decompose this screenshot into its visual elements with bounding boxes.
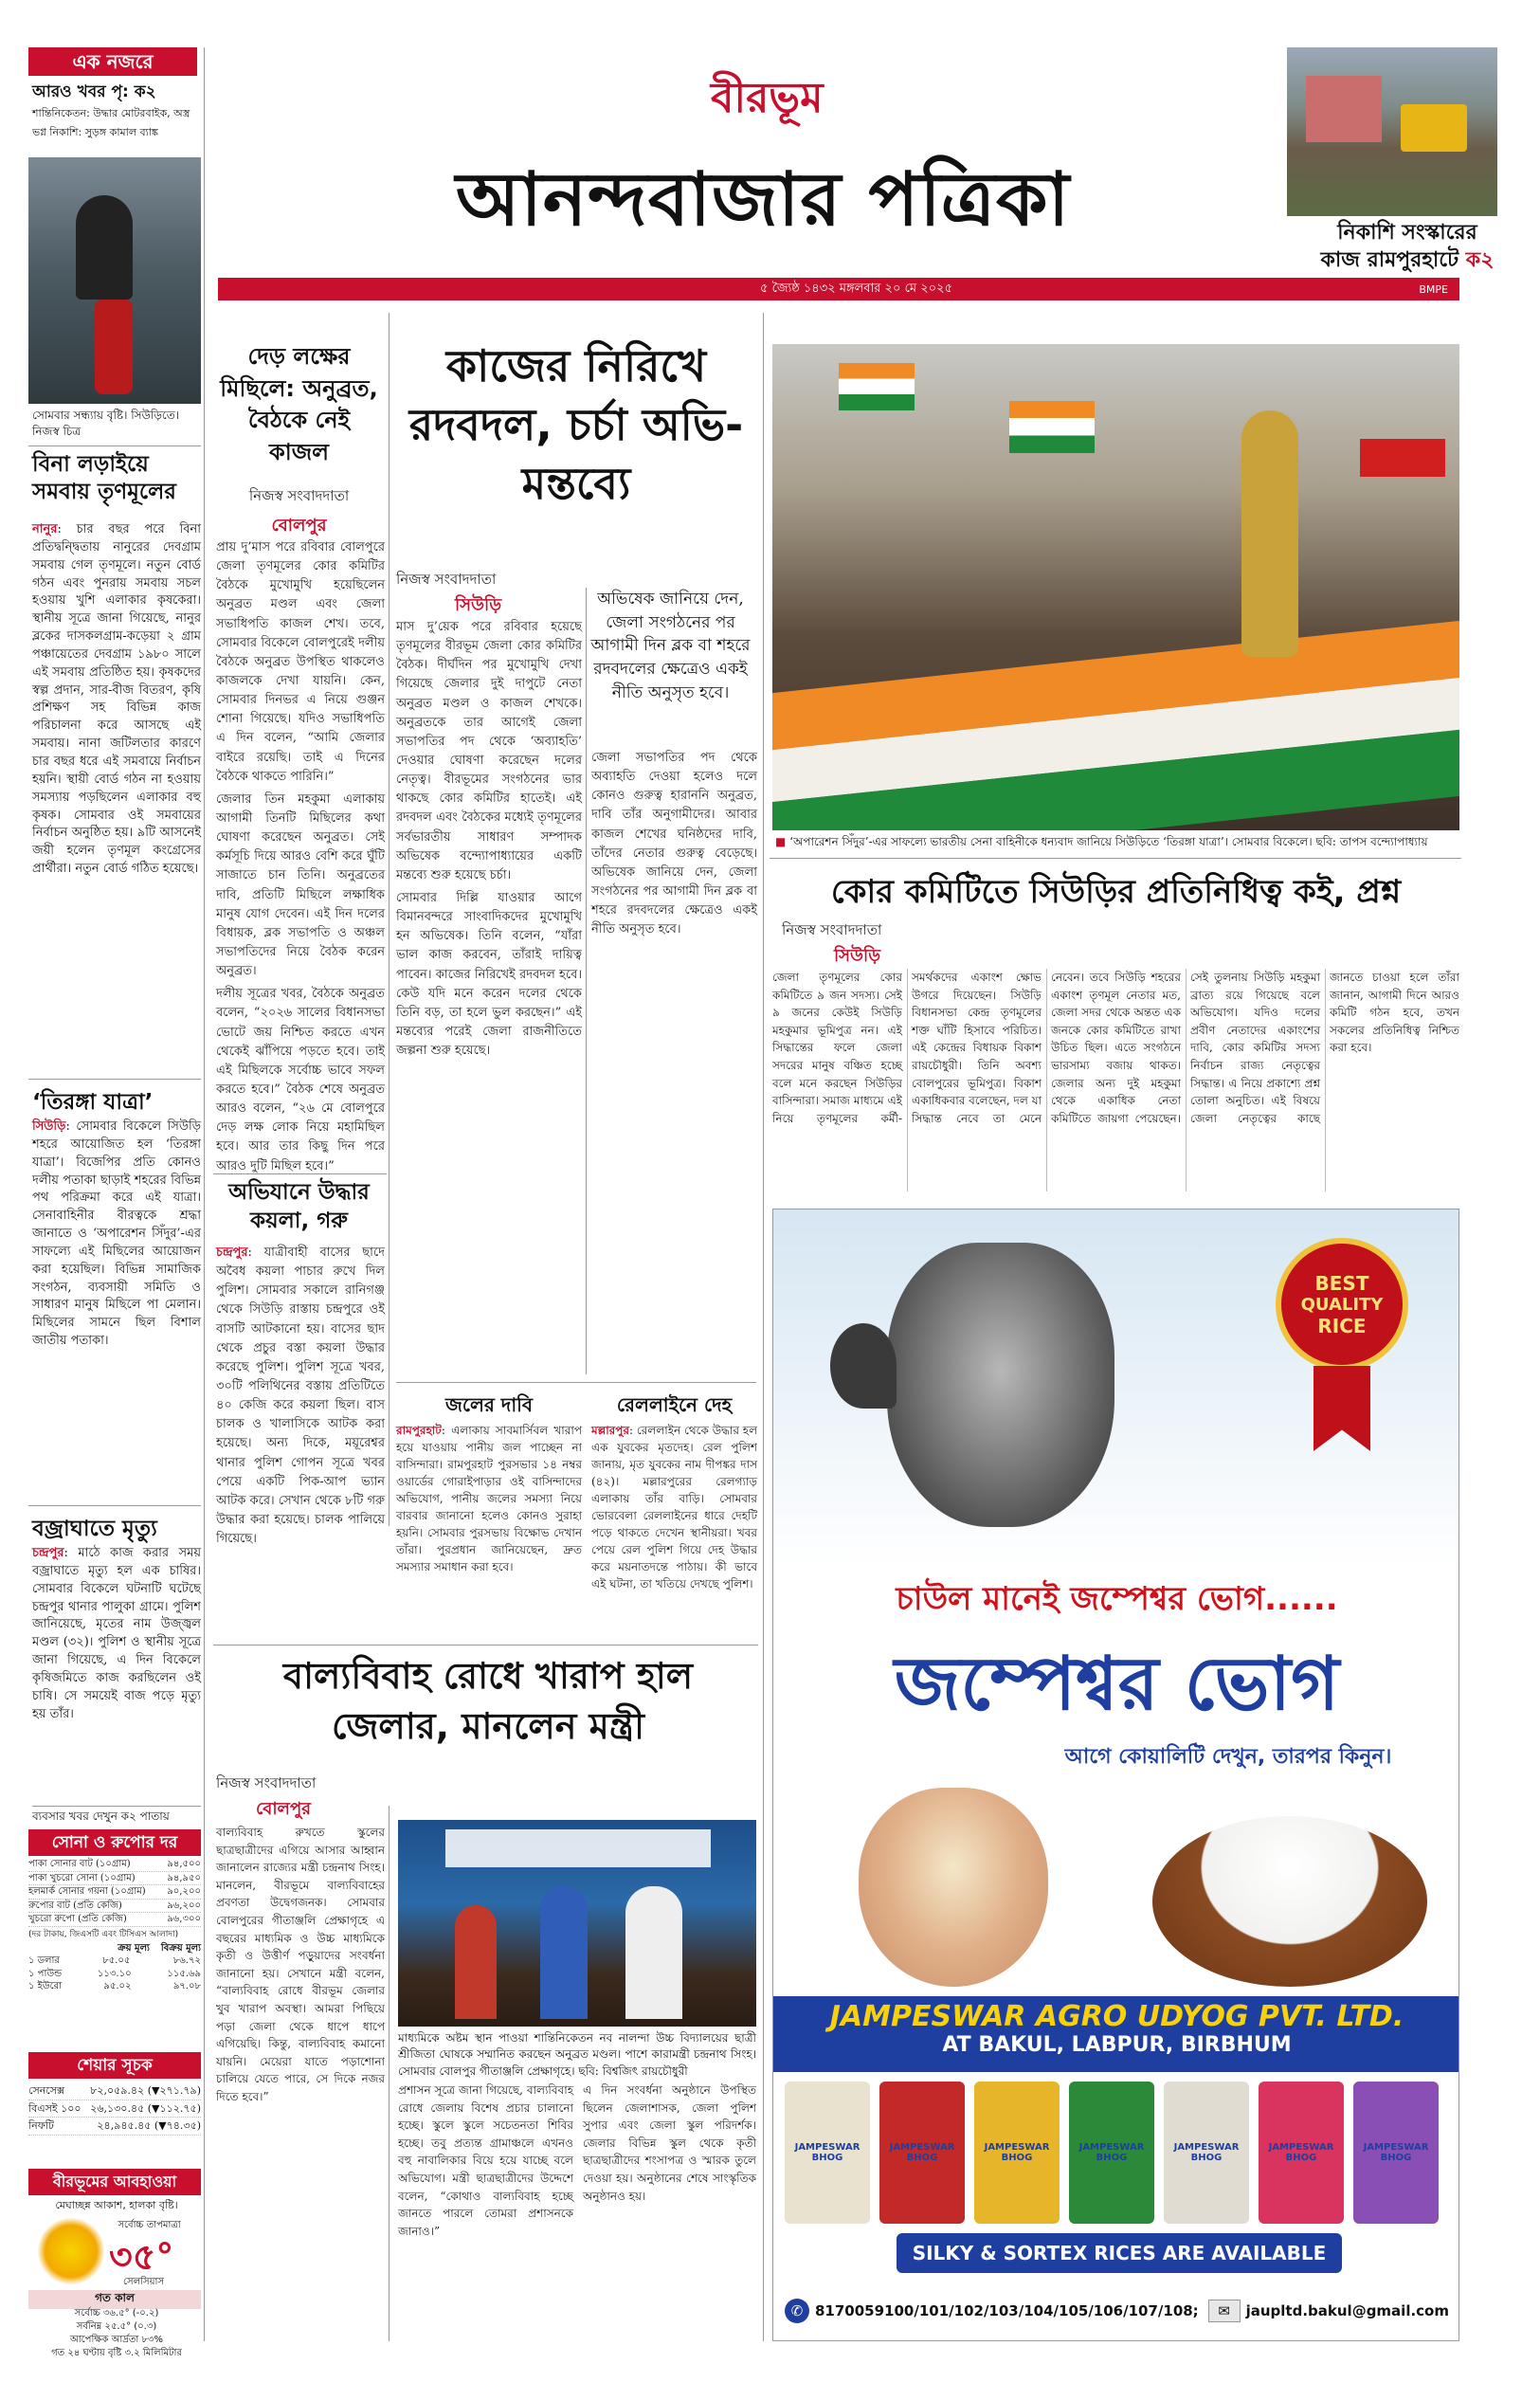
rally-photo-caption bbox=[775, 834, 1462, 850]
child-body-col1 bbox=[216, 1824, 385, 2106]
fx-rate: ৯৫.০২ bbox=[103, 1981, 132, 1992]
gold-price: ৯৪,৯৫০ bbox=[167, 1872, 201, 1883]
child-place: বোলপুর bbox=[256, 1799, 312, 1819]
drain-repair-photo bbox=[1287, 47, 1497, 216]
child-marriage-headline: বাল্যবিবাহ রোধে খারাপ হাল জেলার, মানলেন মন্ত্রী bbox=[282, 1655, 694, 1748]
bike-shape bbox=[95, 300, 133, 394]
gold-item: রুপোর বাট (প্রতি কেজি) bbox=[28, 1900, 122, 1911]
shiva-face bbox=[887, 1243, 1114, 1527]
rail-headline: রেললাইনে দেহ bbox=[616, 1393, 733, 1416]
tiranga-headline: ‘তিরঙ্গা যাত্রা’ bbox=[32, 1090, 154, 1115]
email-address: jaupltd.bakul@gmail.com bbox=[1245, 2302, 1449, 2319]
index-value: ২৪,৯৪৫.৪৫ (▼৭৪.৩৫) bbox=[97, 2119, 201, 2133]
company-address: AT BAKUL, LABPUR, BIRBHUM bbox=[942, 2033, 1292, 2057]
gold-item: পাকা সোনার বাট (১০গ্রাম) bbox=[28, 1859, 131, 1869]
story-body: মাঠে কাজ করার সময় বজ্রাঘাতে মৃত্যু হল এক চাষির। সোমবার বিকেলে ঘটনাটি ঘটেছে চন্দ্রপুর থানার পালুকা গ্রামে। পুলিশ জানিয়েছে, মৃতের নাম উজ্জ্বল মণ্ডল (৩২)। পুলিশ ও স্থানীয় সূত্রে জানা গিয়েছে, এ দিন বিকেলে কৃষিজমিতে কাজ করছিলেন ওই চাষি। সে সময়েই বাজ পড়ে মৃত্যু হয় তাঁর। bbox=[32, 1546, 202, 1721]
fx-buy-col: ক্রয় মূল্য bbox=[118, 1942, 150, 1954]
ad-tagline: চাউল মানেই জম্পেশ্বর ভোগ...... bbox=[896, 1580, 1338, 1618]
story-place: নানুর bbox=[32, 522, 58, 536]
gold-price: ৯০,২০০ bbox=[167, 1886, 201, 1897]
snake-icon bbox=[830, 1323, 897, 1409]
temp-unit: সেলসিয়াস bbox=[123, 2277, 164, 2287]
felicitation-caption: মাধ্যমিকে অষ্টম স্থান পাওয়া শান্তিনিকেতন নব নালন্দা উচ্চ বিদ্যালয়ের ছাত্রী শ্রীজিতা ঘোষকে সম্মানিত করছেন অনুব্রত মণ্ডল। পাশে কারামন্ত্রী চন্দ্রনাথ সিংহ। সোমবার বোলপুর গীতাঞ্জলি প্রেক্ষাগৃহে। ছবি: বিশ্বজিৎ রায়চৌধুরী bbox=[398, 2031, 756, 2078]
glance-item-2: ভগ্ন নিকাশি: সুড়ঙ্গ কামাল ব্যাঙ্ক bbox=[32, 126, 158, 138]
story-body: সোমবার বিকেলে সিউড়ি শহরে আয়োজিত হল ‘তিরঙ্গা যাত্রা’। বিজেপির প্রতি কোনও দলীয় পতাকা ছাড়াই শহরের বিভিন্ন পথ পরিক্রমা করে এই যাত্রা। সেনাবাহিনীর বীরত্বকে শ্রদ্ধা জানাতে ও ‘অপারেশন সিঁদুর’-এর সাফল্যে এই মিছিলের আয়োজন করা হয়েছিল। বিভিন্ন সামাজিক সংগঠন, ব্যবসায়ী সমিতি ও সাধারণ মানুষ মিছিলে পা মেলান। মিছিলের সামনে ছিল বিশাল জাতীয় পতাকা। bbox=[32, 1119, 202, 1349]
gold-item: হলমার্ক সোনার গয়না (১০গ্রাম) bbox=[28, 1886, 146, 1897]
story-place: চন্দ্রপুর bbox=[32, 1546, 64, 1560]
rain-photo bbox=[28, 157, 201, 404]
phone-numbers: 8170059100/101/102/103/104/105/106/107/108; bbox=[815, 2302, 1199, 2319]
fx-rate: ৮৬.৭২ bbox=[172, 1955, 201, 1967]
badge-line2: QUALITY bbox=[1300, 1294, 1384, 1315]
badge-line1: BEST bbox=[1314, 1271, 1369, 1295]
story-body: রেললাইন থেকে উদ্ধার হল এক যুবকের মৃতদেহ। রেল পুলিশ জানায়, মৃত যুবকের নাম দীপঙ্কর দাস (৪২)। মল্লারপুরের রেলগ্যাড় এলাকায় তাঁর বাড়ি। সোমবার ভোরবেলা রেললাইনের ধারে দেহটি পড়ে থাকতে দেখেন স্থানীয়রা। খবর পেয়ে রেল পুলিশ গিয়ে দেহ উদ্ধার করে ময়নাতদন্তে পাঠায়। কী ভাবে এই ঘটনা, তা খতিয়ে দেখছে পুলিশ। bbox=[591, 1424, 758, 1591]
gold-row bbox=[28, 1913, 201, 1927]
rice-bag: JAMPESWAR BHOG bbox=[1164, 2082, 1249, 2224]
tiranga-rally-photo bbox=[772, 344, 1459, 830]
person-shape bbox=[455, 1905, 497, 2019]
cooperative-headline: বিনা লড়াইয়ে সমবায় তৃণমূলের bbox=[32, 452, 176, 504]
banner-shape bbox=[445, 1829, 711, 1867]
person-shape bbox=[540, 1886, 588, 2019]
gold-table bbox=[28, 1858, 201, 1993]
core-byline: নিজস্ব সংবাদদাতা bbox=[396, 571, 497, 588]
fx-row bbox=[28, 1955, 201, 1968]
weather-reading: সর্বনিম্ন ২৫.৫° (০.৩) bbox=[76, 2321, 157, 2332]
paragraph: জেলার তিন মহকুমা এলাকায় আগামী তিনটি মিছিলের কথা ঘোষণা করেছেন অনুব্রত। সেই কর্মসূচি দিয়ে আরও বেশি করে ঘুঁটি সাজাতে চান তিনি। অনুব্রতের দাবি, প্রতিটি মিছিলে লক্ষাধিক মানুষ যোগ দেবেন। এই দিন দলের বিধায়ক, ব্লক সভাপতি ও অঞ্চল সভাপতিদের নিয়ে বৈঠক করেন অনুব্রত। bbox=[216, 791, 385, 979]
business-note: ব্যবসার খবর দেখুন ক২ পাতায় bbox=[32, 1806, 201, 1830]
gold-rows bbox=[28, 1858, 201, 1927]
index-name: বিএসই ১০০ bbox=[28, 2101, 82, 2115]
anubrata-headline: দেড় লক্ষের মিছিলে: অনুব্রত, বৈঠকে নেই কাজল bbox=[220, 343, 378, 465]
small-flag bbox=[839, 363, 915, 410]
rider-shape bbox=[76, 195, 133, 300]
glance-item-1: শান্তিনিকেতন: উদ্ধার মোটরবাইক, অস্ত্র bbox=[32, 107, 190, 119]
fx-currency: ১ পাউন্ড bbox=[28, 1968, 63, 1979]
caption-square-icon: ■ bbox=[775, 835, 787, 848]
company-name: JAMPESWAR AGRO UDYOG PVT. LTD. bbox=[829, 2000, 1404, 2033]
story-place: চন্দ্রপুর bbox=[216, 1246, 248, 1260]
quality-badge bbox=[1276, 1238, 1408, 1371]
shop-sign bbox=[1360, 439, 1445, 477]
paragraph: বাল্যবিবাহ রুখতে স্কুলের ছাত্রছাত্রীদের এগিয়ে আসার আহ্বান জানালেন রাজ্যের মন্ত্রী চন্দ্রনাথ সিংহ। মানলেন, বীরভূমে বাল্যবিবাহের প্রবণতা উদ্বেগজনক। সোমবার বোলপুরের গীতাঞ্জলি প্রেক্ষাগৃহে এ বছরের মাধ্যমিক ও উচ্চ মাধ্যমিকে কৃতী ও উত্তীর্ণ পড়ুয়াদের সংবর্ধনা জানানো হয়। সেখানে মন্ত্রী বলেন, “বাল্যবিবাহ রোধে বীরভূম জেলার খুব খারাপ অবস্থা। আমরা পিছিয়ে পড়া জেলা থেকে ধাপে ধাপে এগিয়েছি। কিন্তু, বাল্যবিবাহ কমানো যায়নি। মেয়েরা যাতে পড়াশোনা চালিয়ে যেতে পারে, সে দিকে নজর দিতে হবে।” bbox=[216, 1826, 385, 2103]
gold-row bbox=[28, 1858, 201, 1872]
gold-price: ৯৬,২০০ bbox=[167, 1900, 201, 1911]
felicitation-photo bbox=[398, 1820, 756, 2027]
lightning-story: চন্দ্রপুর: মাঠে কাজ করার সময় বজ্রাঘাতে মৃত্যু হল এক চাষির। সোমবার বিকেলে ঘটনাটি ঘটেছে চন্দ্রপুর থানার পালুকা গ্রামে। পুলিশ জানিয়েছে, মৃতের নাম উজ্জ্বল মণ্ডল (৩২)। পুলিশ ও স্থানীয় সূত্রে জানা গিয়েছে, এ দিন বিকেলে কৃষিজমিতে কাজ করছিলেন ওই চাষি। সে সময়েই বাজ পড়ে মৃত্যু হয় তাঁর। bbox=[32, 1546, 202, 1721]
rice-bowl-icon bbox=[1152, 1816, 1427, 1987]
max-temp: ৩৫° bbox=[109, 2236, 174, 2278]
paragraph: দলীয় সূত্রের খবর, বৈঠকে অনুব্রত বলেন, “২০২৬ সালের বিধানসভা ভোটে জয় নিশ্চিত করতে এখন থেকেই ঝাঁপিয়ে পড়তে হবে। তাই এই মিছিলকে সর্বোচ্চ ভাবে সফল করতে হবে।” বৈঠক শেষে অনুব্রত আরও বলেন, “২৬ মে বোলপুরে দেড় লক্ষ লোক নিয়ে মহামিছিল হবে। আর তার কিছু দিন পরে আরও দুটি মিছিল হবে।” bbox=[216, 987, 385, 1173]
building-shape bbox=[1306, 76, 1382, 142]
rice-advert bbox=[772, 1209, 1459, 2341]
paragraph: প্রায় দু’মাস পরে রবিবার বোলপুরে জেলা তৃণমূলের কোর কমিটির বৈঠকে মুখোমুখি হয়েছিলেন অনুব্রত মণ্ডল এবং জেলা সভাধিপতি কাজল শেখ। তবে, সোমবার বিকেলে বোলপুরেই দলীয় বৈঠকে অনুব্রত উপস্থিত থাকলেও কাজলকে দেখা যায়নি। কেন, সোমবার দিনভর এ নিয়ে গুঞ্জন শোনা গিয়েছে। যদিও সভাধিপতি এ দিন বলেন, “আমি জেলার বাইরে রয়েছি। তাই এ দিনের বৈঠকে থাকতে পারিনি।” bbox=[216, 540, 385, 784]
sun-icon bbox=[38, 2218, 104, 2284]
rice-bag: JAMPESWAR BHOG bbox=[1353, 2082, 1439, 2224]
siuri-body: জেলা তৃণমূলের কোর কমিটিতে ৯ জন সদস্য। সেই ৯ জনের কেউই সিউড়ি মহকুমার ভূমিপুত্র নন। এই সিদ্ধান্তের ফলে জেলা সদরের মানুষ বঞ্চিত হচ্ছে বলে মনে করছেন সিউড়ির বাসিন্দারা। সমাজ মাধ্যমে এই নিয়ে তৃণমূলের কর্মী-সমর্থকদের একাংশ ক্ষোভ উগরে দিয়েছেন। সিউড়ি বিধানসভা কেন্দ্র তৃণমূলের শক্ত ঘাঁটি হিসাবে পরিচিত। এই কেন্দ্রের বিধায়ক বিকাশ রায়চৌধুরী। তিনি অবশ্য বোলপুরের ভূমিপুত্র। বিকাশ একাধিকবার বলেছেন, দল যা সিদ্ধান্ত নেবে তা মেনে নেবেন। তবে সিউড়ি শহরের একাংশ তৃণমূল নেতার মত, জেলা সদর থেকে অন্তত এক জনকে কোর কমিটিতে রাখা উচিত ছিল। এতে সংগঠনে ভারসাম্য বজায় থাকত। জেলার অন্য দুই মহকুমা থেকে একাধিক নেতা কমিটিতে জায়গা পেয়েছেন। সেই তুলনায় সিউড়ি মহকুমা ব্রাত্য রয়ে গিয়েছে বলে অভিযোগ। যদিও দলের প্রবীণ নেতাদের একাংশের দাবি, কোর কমিটির সদস্য নির্বাচন রাজ্য নেতৃত্বের সিদ্ধান্ত। এ নিয়ে প্রকাশ্যে প্রশ্ন তোলা অনুচিত। এই বিষয়ে জেলা নেতৃত্বের কাছে জানতে চাওয়া হলে তাঁরা জানান, আগামী দিনে আরও কমিটি গঠন হবে, তখন সকলের প্রতিনিধিত্ব নিশ্চিত করা হবে। bbox=[772, 971, 1459, 1125]
dateline-bar bbox=[218, 278, 1459, 300]
gold-row bbox=[28, 1885, 201, 1900]
lightning-headline: বজ্রাঘাতে মৃত্যু bbox=[32, 1517, 157, 1541]
index-value: ৮২,০৫৯.৪২ (▼২৭১.৭৯) bbox=[90, 2084, 201, 2097]
story-place: রামপুরহাট bbox=[396, 1424, 442, 1437]
drain-repair-caption bbox=[1313, 220, 1502, 274]
rice-bag: JAMPESWAR BHOG bbox=[1069, 2082, 1154, 2224]
core-place: সিউড়ি bbox=[455, 595, 502, 615]
page-ref: ক২ bbox=[1465, 247, 1495, 272]
gold-row bbox=[28, 1900, 201, 1914]
share-row bbox=[28, 2118, 201, 2136]
excavator-shape bbox=[1401, 104, 1467, 152]
share-table bbox=[28, 2082, 201, 2136]
fx-rate: ১১৫.৬৯ bbox=[167, 1968, 201, 1979]
core-headline: কাজের নিরিখে রদবদল, চর্চা অভি-মন্তব্যে bbox=[408, 340, 744, 510]
fx-currency: ১ ডলার bbox=[28, 1955, 60, 1967]
max-temp-label: সর্বোচ্চ তাপমাত্রা bbox=[118, 2220, 181, 2230]
glance-header: এক নজরে bbox=[28, 47, 197, 76]
paragraph: এ দিন সংবর্ধনা অনুষ্ঠানে উপস্থিত ছিলেন জেলাশাসক, জেলা পুলিশ সুপার এবং জেলা স্কুল পরিদর্শক। জেলার বিভিন্ন স্কুল থেকে কৃতী ছাত্রছাত্রীদের শংসাপত্র ও স্মারক তুলে দেওয়া হয়। অনুষ্ঠানের শেষে সাংস্কৃতিক অনুষ্ঠানও হয়। bbox=[583, 2083, 756, 2203]
masthead-title: আনন্দবাজার পত্রিকা bbox=[455, 156, 1071, 243]
anubrata-place: বোলপুর bbox=[271, 516, 327, 536]
weather-reading: সর্বোচ্চ ৩৬.৫° (-০.২) bbox=[74, 2308, 159, 2318]
weather-reading: আপেক্ষিক আর্দ্রতা ৮৩% bbox=[70, 2335, 163, 2345]
child-byline: নিজস্ব সংবাদদাতা bbox=[216, 1774, 317, 1791]
child-body-col3 bbox=[583, 2082, 756, 2205]
caption-line2: কাজ রামপুরহাটে ক২ bbox=[1320, 247, 1495, 272]
cooperative-story: নানুর: চার বছর পরে বিনা প্রতিদ্বন্দ্বিতায় নানুরের দেবগ্রাম সমবায় গেল তৃণমূলে। নতুন বোর্ড গঠন এবং পুনরায় সমবায় সচল হওয়ায় খুশি এলাকার কৃষকেরা। স্থানীয় সূত্রে জানা গিয়েছে, নানুর ব্লকের দাসকলগ্রাম-কড়েয়া ২ গ্রাম পঞ্চায়েতের দেবগ্রাম ১৯৮০ সালে এই সমবায় প্রতিষ্ঠিত হয়। কৃষকদের স্বল্প প্রদান, সার-বীজ বিতরণ, কৃষি প্রশিক্ষণ সহ বিভিন্ন কাজ পরিচালনা করে আসছে এই সমবায়। নানা জটিলতার কারণে চার বছর ধরে এই সমবায়ে নির্বাচন হয়নি। স্থায়ী বোর্ড গঠন না হওয়ায় সমস্যায় পড়ছিলেন এলাকার বহু কৃষক। সোমবার ওই সমবায়ের নির্বাচন অনুষ্ঠিত হয়। ৯টি আসনেই জয়ী হলেন তৃণমূল কংগ্রেসের প্রার্থীরা। নতুন বোর্ড গঠিত হয়েছে। bbox=[32, 522, 201, 877]
index-value: ২৬,১৩০.৪৫ (▼১১২.৭৫) bbox=[90, 2101, 201, 2115]
share-row bbox=[28, 2082, 201, 2100]
story-place: মল্লারপুর bbox=[591, 1424, 630, 1437]
coal-headline: অভিযানে উদ্ধার কয়লা, গরু bbox=[228, 1180, 370, 1233]
fx-sell-col: বিক্রয় মূল্য bbox=[160, 1942, 201, 1954]
siuri-place: সিউড়ি bbox=[834, 946, 881, 966]
water-body: রামপুরহাট: এলাকায় সাবমার্সিবল খারাপ হয়ে যাওয়ায় পানীয় জল পাচ্ছেন না বাসিন্দারা। রামপুরহাট পুরসভার ১৪ নম্বর ওয়ার্ডের গোরাইপাড়ার ওই বাসিন্দাদের অভিযোগ, পানীয় জলের সমস্যা নিয়ে বারবার জানানো হলেও কোনও সুরাহা হয়নি। সোমবার পুরসভায় বিক্ষোভ দেখান তাঁরা। পুরপ্রধান জানিয়েছেন, দ্রুত সমস্যার সমাধান করা হবে। bbox=[396, 1424, 583, 1573]
story-body: যাত্রীবাহী বাসের ছাদে অবৈধ কয়লা পাচার রুখে দিল পুলিশ। সোমবার সকালে রানিগঞ্জ থেকে সিউড়ি রাস্তায় চন্দ্রপুরে ওই বাসটি আটকানো হয়। বাসের ছাদ থেকে প্রচুর বস্তা কয়লা উদ্ধার করেছে পুলিশ। পুলিশ সূত্রে খবর, ৩০টি পলিথিনের বস্তায় প্রতিটিতে ৪০ কেজি করে কয়লা ছিল। বাস চালক ও খালাসিকে আটক করা হয়েছে। অন্য দিকে, ময়ূরেশ্বর থানার পুলিশ গোপন সূত্রে খবর পেয়ে একটি পিক-আপ ভ্যান আটক করে। সেখান থেকে ৮টি গরু উদ্ধার করা হয়েছে। চালক পালিয়ে গিয়েছে। bbox=[216, 1246, 385, 1547]
gold-price: ৯৪,৫০০ bbox=[167, 1859, 201, 1869]
weather-header: বীরভূমের আবহাওয়া bbox=[28, 2169, 201, 2195]
phone-icon: ✆ bbox=[785, 2299, 809, 2323]
contact-bar bbox=[773, 2282, 1459, 2339]
share-header: শেয়ার সূচক bbox=[28, 2052, 201, 2079]
anubrata-body bbox=[216, 538, 385, 1176]
issue-date: ৫ জ্যৈষ্ঠ ১৪৩২ মঙ্গলবার ২০ মে ২০২৫ bbox=[760, 281, 953, 296]
index-name: সেনসেক্স bbox=[28, 2084, 65, 2097]
gold-item: খুচরো রুপো (প্রতি কেজি) bbox=[28, 1914, 127, 1924]
paragraph: সোমবার দিল্লি যাওয়ার আগে বিমানবন্দরে সাংবাদিকদের মুখোমুখি হন অভিষেক। তিনি বলেন, “যাঁরা ভাল কাজ করবেন, তাঁরাই দায়িত্ব পাবেন। কাজের নিরিখেই রদবদল হবে। কেউ যদি মনে করেন দলের থেকে তিনি বড়, তা হলে ভুল করছেন।” এই মন্তব্যের পরেই জেলা রাজনীতিতে জল্পনা শুরু হয়েছে। bbox=[396, 890, 582, 1059]
water-headline: জলের দাবি bbox=[445, 1393, 533, 1416]
core-body-col2 bbox=[591, 749, 757, 939]
paragraph: প্রশাসন সূত্রে জানা গিয়েছে, বাল্যবিবাহ রোধে জেলায় বিশেষ প্রচার চালানো হচ্ছে। স্কুলে স্কুলে সচেতনতা শিবির হচ্ছে। তবু প্রত্যন্ত গ্রামাঞ্চলে এখনও বহু নাবালিকার বিয়ে হয়ে যাচ্ছে বলে অভিযোগ। মন্ত্রী ছাত্রছাত্রীদের উদ্দেশে বলেন, “কোথাও বাল্যবিবাহ হচ্ছে জানতে পারলে তোমরা প্রশাসনকে জানাও।” bbox=[398, 2083, 573, 2238]
fx-row bbox=[28, 1968, 201, 1981]
gold-price: ৯৬,৩০০ bbox=[167, 1914, 201, 1924]
gold-header: সোনা ও রুপোর দর bbox=[28, 1829, 201, 1856]
fx-header bbox=[28, 1942, 201, 1955]
rice-bag: JAMPESWAR BHOG bbox=[974, 2082, 1060, 2224]
core-body-col1 bbox=[396, 618, 582, 1061]
coal-body: চন্দ্রপুর: যাত্রীবাহী বাসের ছাদে অবৈধ কয়লা পাচার রুখে দিল পুলিশ। সোমবার সকালে রানিগঞ্জ থেকে সিউড়ি রাস্তায় চন্দ্রপুরে ওই বাসটি আটকানো হয়। বাসের ছাদ থেকে প্রচুর বস্তা কয়লা উদ্ধার করেছে পুলিশ। পুলিশ সূত্রে খবর, ৩০টি পলিথিনের বস্তায় প্রতিটিতে ৪০ কেজি করে কয়লা ছিল। বাস চালক ও খালাসিকে আটক করা হয়েছে। অন্য দিকে, ময়ূরেশ্বর থানার পুলিশ গোপন সূত্রে খবর পেয়ে একটি পিক-আপ ভ্যান আটক করে। সেখান থেকে ৮টি গরু উদ্ধার করা হয়েছে। চালক পালিয়ে গিয়েছে। bbox=[216, 1246, 385, 1547]
caption-line1: নিকাশি সংস্কারের bbox=[1337, 221, 1477, 245]
core-pullquote: অভিষেক জানিয়ে দেন, জেলা সংগঠনের পর আগামী দিন ব্লক বা শহরে রদবদলের ক্ষেত্রেও একই নীতি অনুসৃত হবে। bbox=[590, 590, 751, 702]
child-body-col2 bbox=[398, 2082, 573, 2240]
story-place: সিউড়ি bbox=[32, 1119, 66, 1134]
ad-ribbon: SILKY & SORTEX RICES ARE AVAILABLE HERE bbox=[897, 2233, 1342, 2273]
fx-rate: ১১৩.১০ bbox=[97, 1968, 132, 1979]
fx-row bbox=[28, 1980, 201, 1993]
story-body: এলাকায় সাবমার্সিবল খারাপ হয়ে যাওয়ায় পানীয় জল পাচ্ছেন না বাসিন্দারা। রামপুরহাট পুরসভার ১৪ নম্বর ওয়ার্ডের গোরাইপাড়ার ওই বাসিন্দাদের অভিযোগ, পানীয় জলের সমস্যা নিয়ে বারবার জানানো হলেও কোনও সুরাহা হয়নি। সোমবার পুরসভায় বিক্ষোভ দেখান তাঁরা। পুরপ্রধান জানিয়েছেন, দ্রুত সমস্যার সমাধান করা হবে। bbox=[396, 1424, 583, 1573]
anubrata-byline: নিজস্ব সংবাদদাতা bbox=[248, 487, 350, 504]
siuri-headline: কোর কমিটিতে সিউড়ির প্রতিনিধিত্ব কই, প্রশ্ন bbox=[830, 873, 1402, 911]
email-icon: ✉ bbox=[1208, 2300, 1241, 2322]
product-bags bbox=[785, 2082, 1448, 2224]
person-shape bbox=[625, 1886, 682, 2019]
fx-rate: ৮৫.০৫ bbox=[102, 1955, 131, 1967]
share-row bbox=[28, 2100, 201, 2118]
fx-currency: ১ ইউরো bbox=[28, 1981, 63, 1992]
rail-body: মল্লারপুর: রেললাইন থেকে উদ্ধার হল এক যুবকের মৃতদেহ। রেল পুলিশ জানায়, মৃত যুবকের নাম দীপঙ্কর দাস (৪২)। মল্লারপুরের রেলগ্যাড় এলাকায় তাঁর বাড়ি। সোমবার ভোরবেলা রেললাইনের ধারে দেহটি পড়ে থাকতে দেখেন স্থানীয়রা। খবর পেয়ে রেল পুলিশ গিয়ে দেহ উদ্ধার করে ময়নাতদন্তে পাঠায়। কী ভাবে এই ঘটনা, তা খতিয়ে দেখছে পুলিশ। bbox=[591, 1424, 758, 1591]
index-name: নিফটি bbox=[28, 2119, 54, 2133]
tiranga-story: সিউড়ি: সোমবার বিকেলে সিউড়ি শহরে আয়োজিত হল ‘তিরঙ্গা যাত্রা’। বিজেপির প্রতি কোনও দলীয় পতাকা ছাড়াই শহরের বিভিন্ন পথ পরিক্রমা করে এই যাত্রা। সেনাবাহিনীর বীরত্বকে শ্রদ্ধা জানাতে ও ‘অপারেশন সিঁদুর’-এর সাফল্যে এই মিছিলের আয়োজন করা হয়েছিল। বিভিন্ন সামাজিক সংগঠন, ব্যবসায়ী সমিতি ও সাধারণ মানুষ মিছিলে পা মেলান। মিছিলের সামনে ছিল বিশাল জাতীয় পতাকা। bbox=[32, 1119, 202, 1349]
rain-photo-caption: সোমবার সন্ধ্যায় বৃষ্টি। সিউড়িতে। নিজস্ব চিত্র bbox=[32, 409, 180, 439]
rice-bag: JAMPESWAR BHOG bbox=[785, 2082, 870, 2224]
gold-item: পাকা খুচরো সোনা (১০গ্রাম) bbox=[28, 1872, 136, 1883]
hands-rice-icon bbox=[859, 1788, 1048, 1987]
edition-code: BMPE bbox=[1419, 282, 1448, 296]
ad-brand: জম্পেশ্বর ভোগ bbox=[894, 1642, 1340, 1727]
paragraph: জেলা সভাপতির পদ থেকে অব্যাহতি দেওয়া হলেও দলে কোনও গুরুত্ব হারাননি অনুব্রত, দাবি তাঁর অনুগামীদের। আবার কাজল শেখের ঘনিষ্ঠদের দাবি, তাঁদের নেতার গুরুত্ব বেড়েছে। অভিষেক জানিয়ে দেন, জেলা সংগঠনের পর আগামী দিন ব্লক বা শহরে রদবদলের ক্ষেত্রেও একই নীতি অনুসৃত হবে। bbox=[591, 751, 757, 937]
badge-line3: RICE bbox=[1317, 1314, 1367, 1337]
fx-note: (দর টাকায়, জিএসটি এবং টিসিএস আলাদা) bbox=[28, 1929, 179, 1939]
more-news-label: আরও খবর পৃ: ক২ bbox=[32, 82, 156, 101]
weather-reading: গত ২৪ ঘণ্টায় বৃষ্টি ৩.২ মিলিমিটার bbox=[51, 2348, 182, 2358]
caption-text: ‘অপারেশন সিঁদুর’-এর সাফল্যে ভারতীয় সেনা বাহিনীকে ধন্যবাদ জানিয়ে সিউড়িতে ‘তিরঙ্গা যাত্রা’। সোমবার বিকেলে। ছবি: তাপস বন্দ্যোপাধ্যায় bbox=[789, 835, 1428, 848]
gold-row bbox=[28, 1872, 201, 1886]
edition-label: বীরভূম bbox=[711, 74, 824, 122]
paragraph: মাস দু’য়েক পরে রবিবার হয়েছে তৃণমূলের বীরভূম জেলা কোর কমিটির বৈঠক। দীর্ঘদিন পর মুখোমুখি দেখা গিয়েছে জেলার দুই দাপুটে নেতা অনুব্রত মণ্ডল ও কাজল শেখকে। অনুব্রতকে তার আগেই জেলা সভাপতির পদ থেকে ‘অব্যাহতি’ দেওয়ার ঘোষণা করেছেন দলের নেতৃত্ব। বীরভূমের সংগঠনের ভার থাকছে কোর কমিটির হাতেই। এই রদবদল এবং বৈঠকের মধ্যেই তৃণমূলের সর্বভারতীয় সাধারণ সম্পাদক অভিষেক বন্দ্যোপাধ্যায়ের একটি মন্তব্যে শুরু হয়েছে চর্চা। bbox=[396, 620, 582, 882]
rice-bag: JAMPESWAR BHOG bbox=[879, 2082, 965, 2224]
company-bar bbox=[773, 1996, 1459, 2072]
fx-rows bbox=[28, 1955, 201, 1993]
weather-desc: মেঘাচ্ছন্ন আকাশ, হালকা বৃষ্টি। bbox=[55, 2199, 178, 2211]
yesterday-rows bbox=[32, 2307, 201, 2360]
story-body: চার বছর পরে বিনা প্রতিদ্বন্দ্বিতায় নানুরের দেবগ্রাম সমবায় গেল তৃণমূলে। নতুন বোর্ড গঠন এবং পুনরায় সমবায় সচল হওয়ায় খুশি এলাকার কৃষকেরা। স্থানীয় সূত্রে জানা গিয়েছে, নানুর ব্লকের দাসকলগ্রাম-কড়েয়া ২ গ্রাম পঞ্চায়েতের দেবগ্রাম ১৯৮০ সালে এই সমবায় প্রতিষ্ঠিত হয়। কৃষকদের স্বল্প প্রদান, সার-বীজ বিতরণ, কৃষি প্রশিক্ষণ সহ বিভিন্ন কাজ পরিচালনা করে আসছে এই সমবায়। নানা জটিলতার কারণে চার বছর ধরে এই সমবায়ে নির্বাচন হয়নি। স্থায়ী বোর্ড গঠন না হওয়ায় সমস্যায় পড়ছিলেন এলাকার বহু কৃষক। সোমবার ওই সমবায়ের নির্বাচন অনুষ্ঠিত হয়। ৯টি আসনেই জয়ী হলেন তৃণমূল কংগ্রেসের প্রার্থীরা। নতুন বোর্ড গঠিত হয়েছে। bbox=[32, 522, 201, 877]
ad-slogan: আগে কোয়ালিটি দেখুন, তারপর কিনুন। bbox=[1064, 1745, 1392, 1769]
siuri-byline: নিজস্ব সংবাদদাতা bbox=[782, 921, 882, 938]
fx-rate: ৯৭.০৮ bbox=[172, 1981, 201, 1992]
statue-shape bbox=[1241, 410, 1298, 657]
rice-bag: JAMPESWAR BHOG bbox=[1259, 2082, 1344, 2224]
small-flag bbox=[1009, 401, 1095, 453]
yesterday-header: গত কাল bbox=[28, 2290, 201, 2309]
